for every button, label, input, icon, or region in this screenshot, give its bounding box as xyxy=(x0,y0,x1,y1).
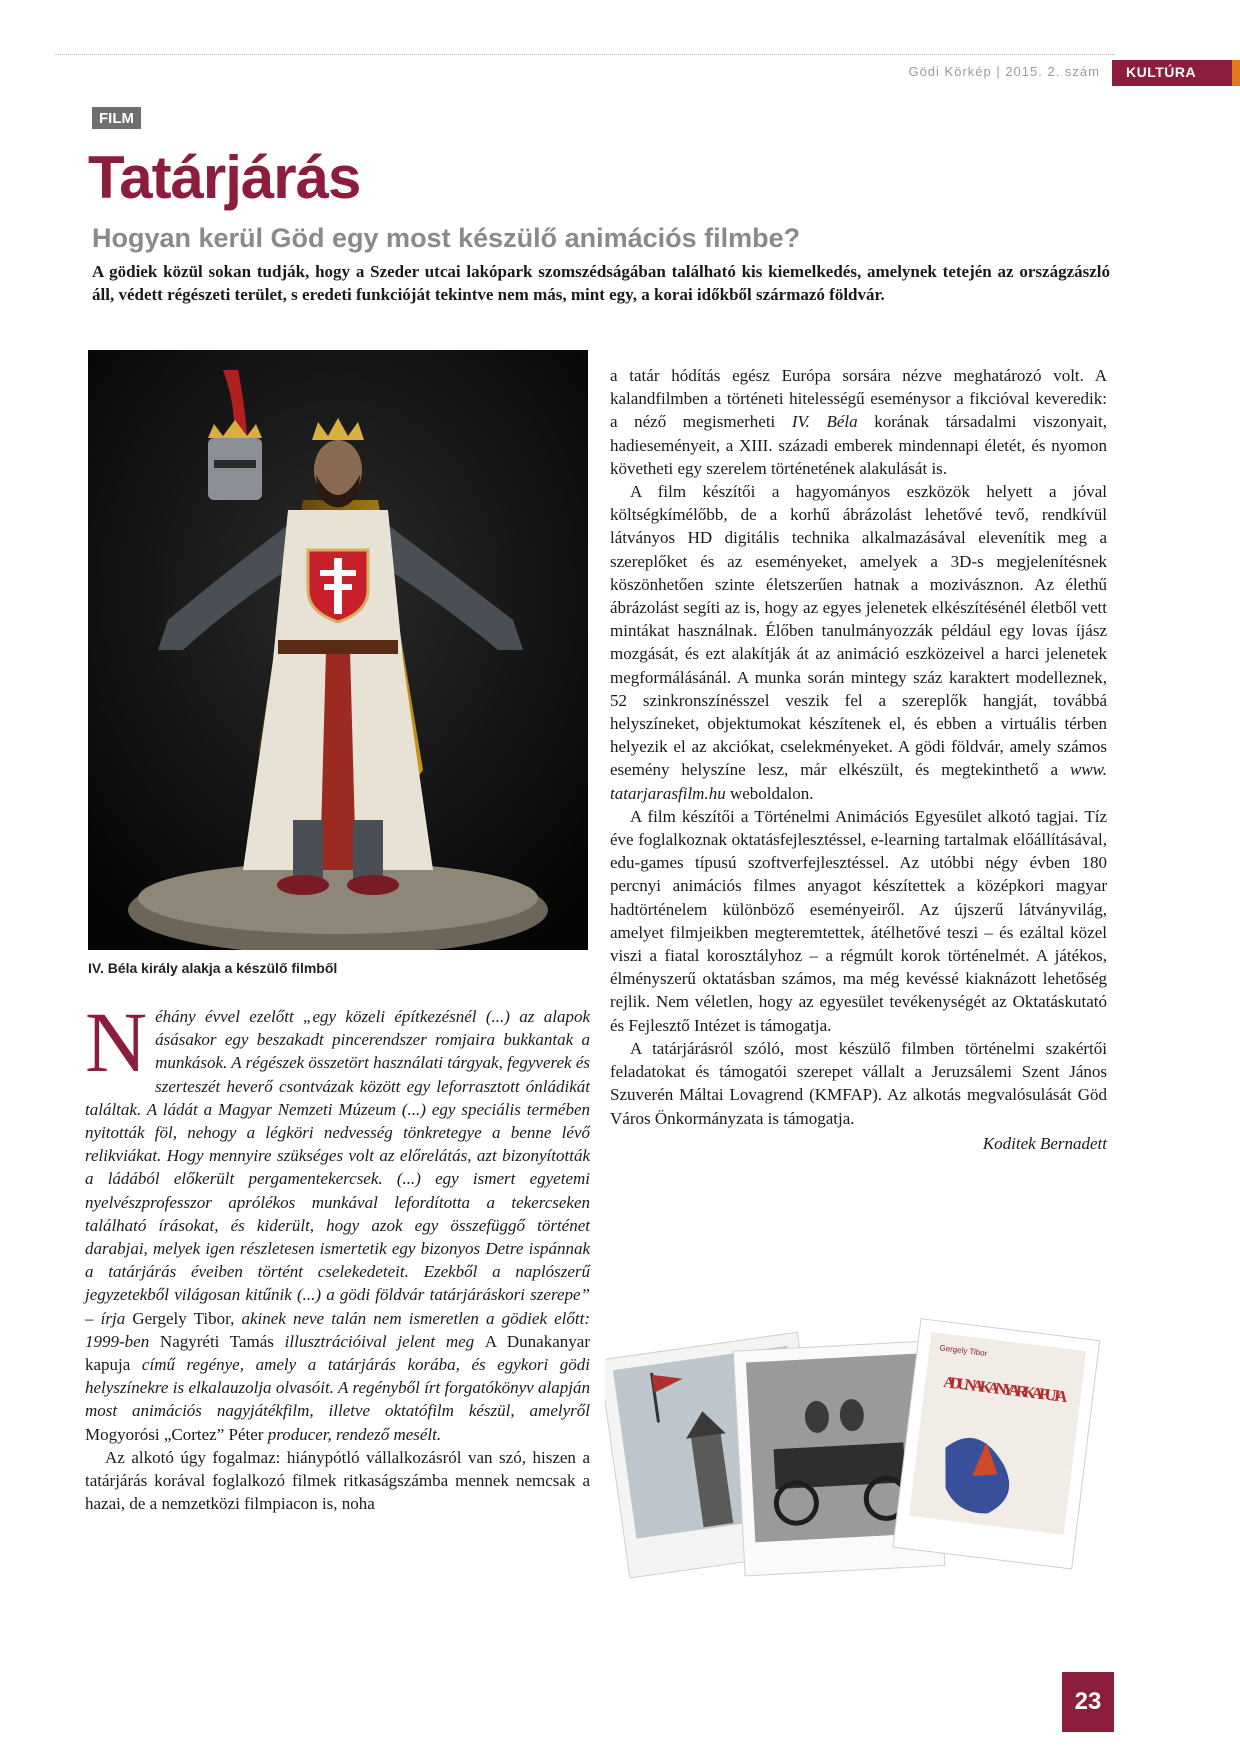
right-paragraph-1: a tatár hódítás egész Európa sorsára nézve meghatározó volt. A kalandfilmben a történeti hitelességű eseménysor a fikcióval keveredik: a néző megismerheti IV. Béla korának társadalmi viszonyait, hadieseményeit, a XIII. századi emberek mindennapi életét, és nyomon követheti egy szerelem történetének alakulását is. xyxy=(610,366,1107,478)
collage-illustration xyxy=(605,1305,1105,1595)
article-title: Tatárjárás xyxy=(88,144,361,211)
poster-author: Gergely Tibor xyxy=(939,1343,988,1359)
author-byline: Koditek Bernadett xyxy=(982,1133,1107,1153)
right-paragraph-4: A tatárjárásról szóló, most készülő filmben történelmi szakértői feladatokat és támogatói szerepet vállalt a Jeruzsálemi Szent János Szuverén Máltai Lovagrend (KMFAP). Az alkotás megvalósulását Göd Város Önkormányzata is támogatja. xyxy=(610,1038,1107,1128)
hero-photo xyxy=(88,350,588,950)
section-tab xyxy=(1112,60,1240,86)
left-paragraph-2: Az alkotó úgy fogalmaz: hiánypótló vállalkozásról van szó, hiszen a tatárjárás korával foglalkozó filmek ritkaságszámba mennek nemcsak a hazai, de a nemzetközi filmpiacon is, noha xyxy=(85,1447,590,1514)
right-column xyxy=(610,364,1107,1155)
section-label: KULTÚRA xyxy=(1126,64,1197,80)
drop-cap: N xyxy=(85,994,148,1090)
left-column xyxy=(85,994,591,1515)
polaroid-book-cover xyxy=(893,1319,1100,1569)
right-paragraph-3: A film készítői a Történelmi Animációs Egyesület alkotó tagjai. Tíz éve foglalkoznak oktatásfejlesztéssel, e-learning tartalmak előállításával, edu-games típusú szoftverfejlesztéssel. Az utóbbi négy évben 180 percnyi animációs filmes anyagot készítettek a középkori magyar hadtörténelem különböző eseményeiről. Az újszerű látványvilág, amelyet filmjeikben megteremtettek, átélhetővé teszi – és ezáltal közel viszi a fiatal korosztályhoz – a régmúlt korok történelmét. A játékos, élményszerű oktatásban számos, ma még kevéssé kiaknázott lehetőség rejlik. Nem véletlen, hogy az egyesület tevékenységét az Oktatáskutató és Fejlesztő Intézet is támogatja. xyxy=(610,806,1107,1035)
photo-collage xyxy=(605,1305,1105,1595)
left-paragraph-1: Néhány évvel ezelőtt „egy közeli építkezésnél (...) az alapok ásásakor egy beszakadt pincerendszer romjaira bukkantak a munkások. A régészek összetört használati tárgyak, fegyverek és szerteszét heverő csontvázak között egy leforrasztott ónládikát találtak. A ládát a Magyar Nemzeti Múzeum (...) egy speciális termében nyitották föl, nehogy a légköri nedvesség tönkretegye a benne lévő relikviákat. Hogy mennyire szükséges volt az előrelátás, azt bizonyították a ládából előkerült pergamentekercsek. (...) egy ismert egyetemi nyelvészprofesszor aprólékos munkával lefordította a tekercseken található írásokat, és kiderült, hogy azok egy összefüggő történet darabjai, melyek igen részletesen ismertetik egy bizonyos Detre ispánnak a tatárjárás éveiben történt cselekedeteit. Ezekből a naplószerű jegyzetekből világosan kitűnik (...) a gödi földvár tatárjáráskori szerepe” – írja Gergely Tibor, akinek neve talán nem ismeretlen a gödiek előtt: 1999-ben Nagyréti Tamás illusztrációival jelent meg A Dunakanyar kapuja című regénye, amely a tatárjárás korába, és egykori gödi helyszínekre is elkalauzolja olvasóit. A regényből írt forgatókönyv alapján most animációs nagyjátékfilm, illetve oktatófilm készül, amelyről Mogyorósi „Cortez” Péter producer, rendező mesélt. xyxy=(85,994,591,1444)
running-head: Gödi Körkép | 2015. 2. szám xyxy=(908,64,1100,79)
article-lead: A gödiek közül sokan tudják, hogy a Szeder utcai lakópark szomszédságában található kis kiemelkedés, amelynek tetején az országzászló áll, védett régészeti terület, s eredeti funkcióját tekintve nem más, mint egy, a korai időkből származó földvár. xyxy=(92,262,1110,304)
category-tag: FILM xyxy=(92,107,141,129)
section-tab-accent xyxy=(1232,60,1240,86)
poster-title: A DUNAKANYAR KAPUJA xyxy=(942,1374,1069,1407)
photo-caption: IV. Béla király alakja a készülő filmből xyxy=(88,960,338,976)
page-number: 23 xyxy=(1062,1672,1114,1732)
article-subtitle: Hogyan kerül Göd egy most készülő animációs filmbe? xyxy=(92,223,801,253)
king-figure-illustration xyxy=(88,350,588,950)
right-paragraph-2: A film készítői a hagyományos eszközök helyett a jóval költségkímélőbb, de a korhű ábrázolást lehetővé tevő, rendkívül látványos HD digitális technika alkalmazásával elevenítik meg a szereplőket és az eseményeket, amelyek a 3D-s megjelenítésnek köszönhetően szinte életszerűen hatnak a mozivásznon. Az élethű ábrázolást segíti az is, hogy az egyes jelenetek elkészítésénél életből vett mintákat használnak. Élőben tanulmányozzák például egy lovas íjász mozgását, és ezt alakítják át az animáció eszközeivel a harci jelenetek megformálásánál. A munka során mintegy száz karaktert modelleznek, 52 szinkronszínésszel veszik fel a szereplők hangját, továbbá helyszíneket, objektumokat készítenek el, és ebben a virtuális térben helyezik el az akciókat, cselekményeket. A gödi földvár, amely számos esemény helyszíne lesz, már elkészült, és megtekinthető a www. tatarjarasfilm.hu weboldalon. xyxy=(610,482,1107,803)
top-rule xyxy=(55,54,1115,55)
